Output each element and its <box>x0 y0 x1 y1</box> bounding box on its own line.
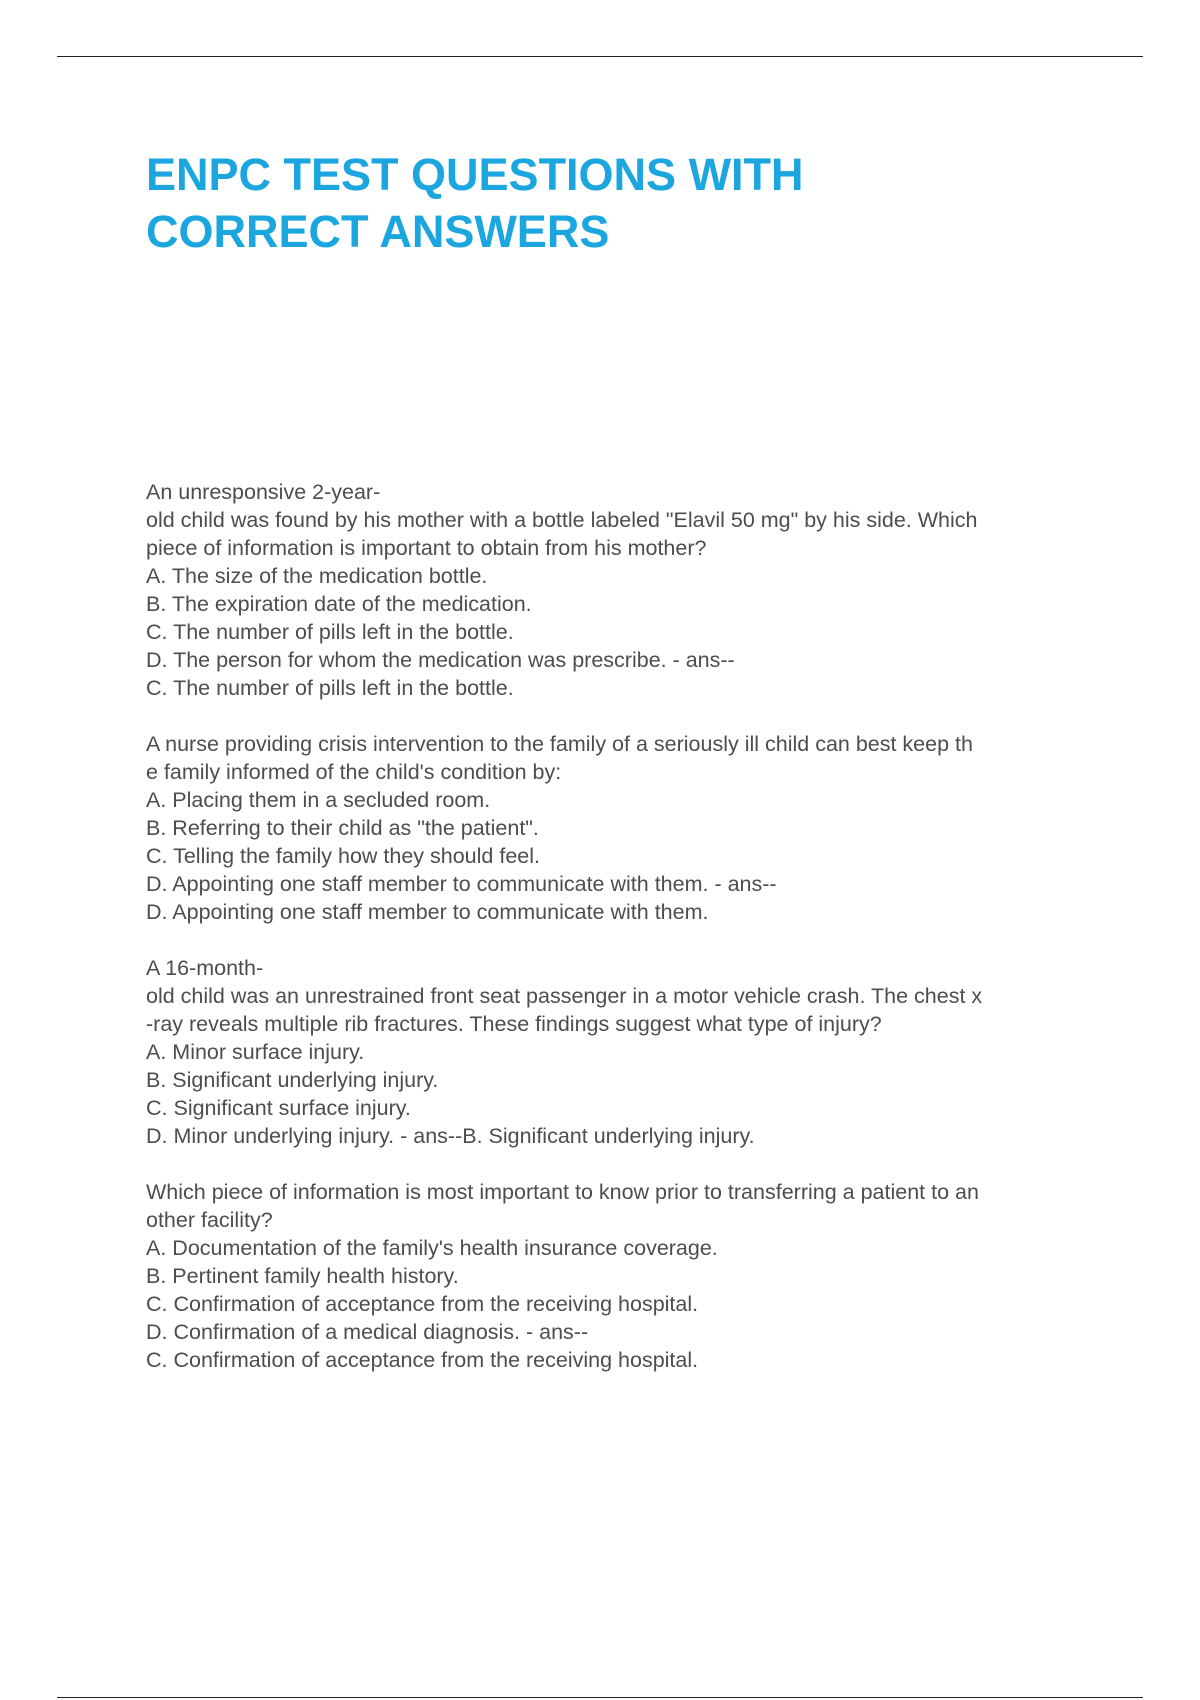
question-line: old child was an unrestrained front seat passenger in a motor vehicle crash. The chest x <box>146 984 983 1008</box>
question-line: other facility? <box>146 1208 273 1232</box>
option-d: D. Appointing one staff member to communicate with them. - ans-- <box>146 872 777 896</box>
question-line: A nurse providing crisis intervention to the family of a seriously ill child can best keep th <box>146 732 973 756</box>
footer-rule <box>57 1697 1143 1698</box>
option-b: B. Referring to their child as "the patient". <box>146 816 539 840</box>
question-line: -ray reveals multiple rib fractures. These findings suggest what type of injury? <box>146 1012 882 1036</box>
option-a: A. Documentation of the family's health insurance coverage. <box>146 1236 718 1260</box>
question-line: An unresponsive 2-year- <box>146 480 381 504</box>
option-b: B. Pertinent family health history. <box>146 1264 459 1288</box>
option-c: C. Telling the family how they should feel. <box>146 844 540 868</box>
answer-line: C. The number of pills left in the bottle. <box>146 676 514 700</box>
option-d: D. The person for whom the medication was prescribe. - ans-- <box>146 648 735 672</box>
header-rule <box>57 56 1143 57</box>
title-line-2: CORRECT ANSWERS <box>146 206 610 257</box>
question-3 <box>146 954 1106 1150</box>
document-title <box>146 146 1046 260</box>
option-c: C. The number of pills left in the bottle. <box>146 620 514 644</box>
option-d: D. Confirmation of a medical diagnosis. - ans-- <box>146 1320 589 1344</box>
question-1 <box>146 478 1106 702</box>
question-line: old child was found by his mother with a bottle labeled "Elavil 50 mg" by his side. Which <box>146 508 978 532</box>
title-line-1: ENPC TEST QUESTIONS WITH <box>146 149 804 200</box>
option-d-answer: D. Minor underlying injury. - ans--B. Significant underlying injury. <box>146 1124 755 1148</box>
question-list <box>146 478 1106 1402</box>
question-line: e family informed of the child's condition by: <box>146 760 562 784</box>
option-a: A. Minor surface injury. <box>146 1040 365 1064</box>
option-a: A. Placing them in a secluded room. <box>146 788 491 812</box>
answer-line: D. Appointing one staff member to communicate with them. <box>146 900 709 924</box>
option-c: C. Confirmation of acceptance from the receiving hospital. <box>146 1292 699 1316</box>
question-4 <box>146 1178 1106 1374</box>
option-a: A. The size of the medication bottle. <box>146 564 488 588</box>
option-b: B. The expiration date of the medication. <box>146 592 532 616</box>
question-2 <box>146 730 1106 926</box>
option-c: C. Significant surface injury. <box>146 1096 411 1120</box>
question-line: piece of information is important to obtain from his mother? <box>146 536 707 560</box>
option-b: B. Significant underlying injury. <box>146 1068 439 1092</box>
answer-line: C. Confirmation of acceptance from the receiving hospital. <box>146 1348 699 1372</box>
question-line: Which piece of information is most important to know prior to transferring a patient to an <box>146 1180 979 1204</box>
question-line: A 16-month- <box>146 956 264 980</box>
